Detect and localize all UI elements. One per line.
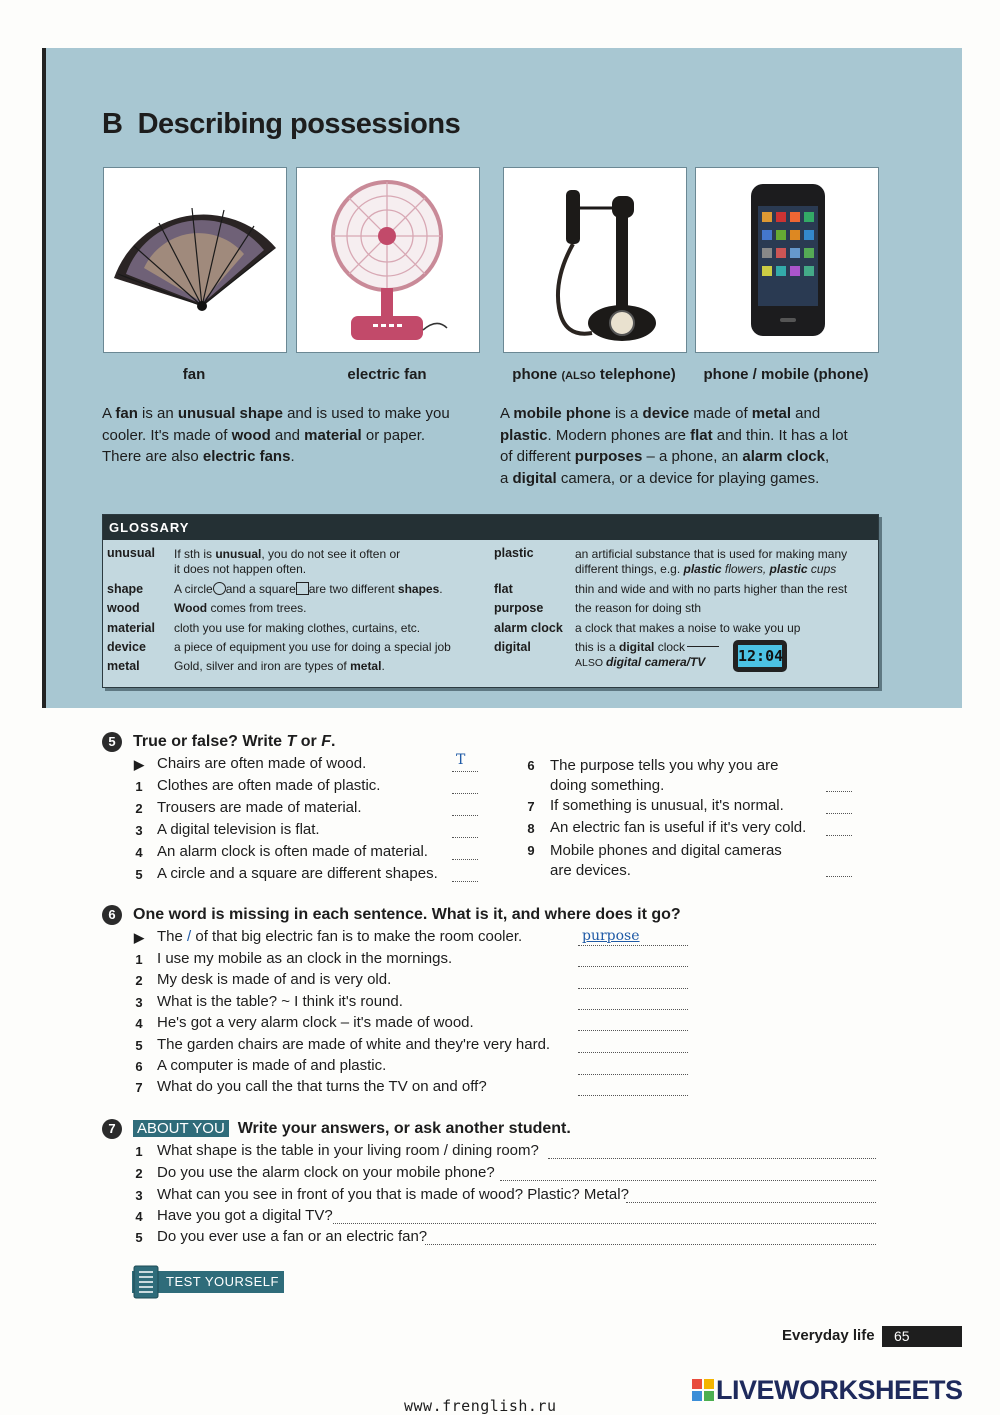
item-marker: 6 bbox=[135, 1059, 143, 1074]
item-marker: 2 bbox=[135, 801, 143, 816]
glossary-term: plastic bbox=[494, 546, 534, 560]
ex5-item: An electric fan is useful if it's very cold. bbox=[550, 819, 807, 836]
glossary-term: flat bbox=[494, 582, 513, 596]
electric-fan-icon bbox=[297, 168, 479, 352]
candlestick-phone-icon bbox=[504, 168, 686, 352]
answer-line[interactable] bbox=[826, 835, 852, 836]
liveworksheets-logo-icon bbox=[692, 1379, 714, 1401]
caption-fan: fan bbox=[182, 366, 206, 383]
circle-icon bbox=[213, 582, 226, 595]
glossary-definition: the reason for doing sth bbox=[575, 601, 702, 615]
paragraph-mobile: A mobile phone is a device made of metal and plastic. Modern phones are flat and thin. It has a lot of different purposes – a phone, an alarm clock, a digital camera, or a device for playing games. bbox=[500, 405, 848, 487]
glossary-term: unusual bbox=[107, 546, 155, 560]
item-marker: 4 bbox=[135, 845, 143, 860]
square-icon bbox=[296, 582, 309, 595]
item-marker: 5 bbox=[135, 1038, 143, 1053]
ex5-item: Chairs are often made of wood. bbox=[157, 755, 367, 772]
paragraph-fan: A fan is an unusual shape and is used to make you cooler. It's made of wood and material or paper. There are also electric fans. bbox=[102, 405, 450, 465]
ex6-item: My desk is made of and is very old. bbox=[157, 971, 392, 988]
answer-line[interactable] bbox=[452, 859, 478, 860]
item-marker: 5 bbox=[135, 1230, 143, 1245]
answer-line[interactable] bbox=[578, 945, 688, 946]
answer-line[interactable] bbox=[578, 1095, 688, 1096]
item-marker: 4 bbox=[135, 1209, 143, 1224]
glossary-definition: Wood comes from trees. bbox=[174, 601, 307, 615]
section-title: B Describing possessions bbox=[102, 108, 461, 140]
ex6-item: I use my mobile as an clock in the mornings. bbox=[157, 950, 453, 967]
exercise-7-title: ABOUT YOU Write your answers, or ask another student. bbox=[133, 1120, 571, 1138]
test-yourself-bar[interactable] bbox=[132, 1271, 284, 1293]
glossary-definition: If sth is unusual, you do not see it often or it does not happen often. bbox=[174, 547, 401, 576]
item-marker: 3 bbox=[135, 995, 143, 1010]
glossary-term: metal bbox=[107, 659, 140, 673]
ex5-item: A digital television is flat. bbox=[157, 821, 320, 838]
footer-section-label: Everyday life bbox=[782, 1327, 875, 1344]
caption-electric-fan: electric fan bbox=[347, 366, 427, 383]
fan-photo bbox=[103, 167, 287, 353]
ex6-item: The / of that big electric fan is to make the room cooler. bbox=[157, 928, 523, 945]
smartphone-icon bbox=[696, 168, 878, 352]
item-marker: 3 bbox=[135, 823, 143, 838]
answer-line[interactable] bbox=[452, 881, 478, 882]
ex6-item: The garden chairs are made of white and they're very hard. bbox=[157, 1036, 551, 1053]
item-marker: 3 bbox=[135, 1188, 143, 1203]
caption-telephone: phone (ALSO telephone) bbox=[512, 366, 676, 383]
ex5-item: The purpose tells you why you are doing something. bbox=[550, 757, 779, 794]
ex7-question: What shape is the table in your living room / dining room? bbox=[157, 1142, 539, 1159]
glossary-term: digital bbox=[494, 640, 531, 654]
ex7-question: Do you use the alarm clock on your mobile phone? bbox=[157, 1164, 495, 1181]
glossary-definition: an artificial substance that is used for making many different things, e.g. plastic flowers, plastic cups bbox=[575, 547, 848, 576]
glossary-term: alarm clock bbox=[494, 621, 563, 635]
item-marker: 7 bbox=[527, 799, 535, 814]
item-marker: 9 bbox=[527, 843, 535, 858]
margin-rule bbox=[42, 48, 46, 708]
answer-line[interactable] bbox=[578, 988, 688, 989]
answer-line[interactable] bbox=[578, 1074, 688, 1075]
answer-line[interactable] bbox=[578, 1030, 688, 1031]
exercise-6-title: One word is missing in each sentence. What is it, and where does it go? bbox=[133, 906, 681, 923]
digital-clock-icon bbox=[733, 640, 787, 672]
ex7-question: What can you see in front of you that is made of wood? Plastic? Metal? bbox=[157, 1186, 629, 1203]
item-marker: 2 bbox=[135, 1166, 143, 1181]
item-marker: ▶ bbox=[134, 930, 144, 945]
ex5-item: If something is unusual, it's normal. bbox=[550, 797, 784, 814]
answer-line[interactable] bbox=[578, 1052, 688, 1053]
exercise-number-6: 6 bbox=[102, 905, 122, 925]
clock-display: 12:04 bbox=[738, 647, 784, 665]
ex7-question: Have you got a digital TV? bbox=[157, 1207, 333, 1224]
glossary-term: device bbox=[107, 640, 146, 654]
answer-line[interactable] bbox=[826, 813, 852, 814]
glossary-definition: Gold, silver and iron are types of metal. bbox=[174, 659, 385, 673]
answer-line[interactable] bbox=[578, 966, 688, 967]
glossary-term: wood bbox=[107, 601, 140, 615]
glossary-definition: this is a digital clock ALSO digital camera/TV bbox=[575, 640, 719, 671]
ex6-item: What is the table? ~ I think it's round. bbox=[157, 993, 403, 1010]
exercise-5-title: True or false? Write T or F. bbox=[133, 733, 336, 750]
item-marker: 1 bbox=[135, 1144, 143, 1159]
answer-line[interactable] bbox=[826, 791, 852, 792]
exercise-number-5: 5 bbox=[102, 732, 122, 752]
item-marker: 1 bbox=[135, 952, 143, 967]
page-number: 65 bbox=[882, 1326, 962, 1347]
caption-mobile: phone / mobile (phone) bbox=[703, 366, 869, 383]
ex6-item: A computer is made of and plastic. bbox=[157, 1057, 387, 1074]
item-marker: 4 bbox=[135, 1016, 143, 1031]
answer-line[interactable] bbox=[452, 837, 478, 838]
glossary-definition: a clock that makes a noise to wake you up bbox=[575, 621, 801, 635]
ex6-item: What do you call the that turns the TV on and off? bbox=[157, 1078, 487, 1095]
glossary-definition: thin and wide and with no parts higher than the rest bbox=[575, 582, 848, 596]
test-yourself-label: TEST YOURSELF bbox=[166, 1274, 279, 1289]
folding-fan-icon bbox=[104, 168, 286, 352]
electric-fan-photo bbox=[296, 167, 480, 353]
exercise-number-7: 7 bbox=[102, 1119, 122, 1139]
telephone-photo bbox=[503, 167, 687, 353]
item-marker: ▶ bbox=[134, 757, 144, 772]
ex5-item: A circle and a square are different shapes. bbox=[157, 865, 438, 882]
glossary-term: shape bbox=[107, 582, 144, 596]
notebook-icon bbox=[132, 1264, 160, 1300]
item-marker: 2 bbox=[135, 973, 143, 988]
glossary-definition: a piece of equipment you use for doing a special job bbox=[174, 640, 451, 654]
item-marker: 1 bbox=[135, 779, 143, 794]
ex7-question: Do you ever use a fan or an electric fan? bbox=[157, 1228, 428, 1245]
answer-line[interactable] bbox=[452, 771, 478, 772]
item-marker: 7 bbox=[135, 1080, 143, 1095]
item-marker: 8 bbox=[527, 821, 535, 836]
answer-line[interactable] bbox=[452, 815, 478, 816]
ex6-item: He's got a very alarm clock – it's made of wood. bbox=[157, 1014, 474, 1031]
ex5-item: An alarm clock is often made of material. bbox=[157, 843, 428, 860]
item-marker: 6 bbox=[527, 758, 535, 773]
answer-line[interactable] bbox=[826, 876, 852, 877]
glossary-term: purpose bbox=[494, 601, 544, 615]
glossary-heading: GLOSSARY bbox=[103, 515, 878, 540]
ex5-item: Mobile phones and digital cameras are devices. bbox=[550, 842, 782, 879]
ex5-item: Trousers are made of material. bbox=[157, 799, 362, 816]
about-you-tag: ABOUT YOU bbox=[133, 1120, 229, 1137]
answer-line[interactable] bbox=[626, 1202, 876, 1203]
answer-line[interactable] bbox=[333, 1223, 876, 1224]
pointer-line bbox=[687, 646, 719, 647]
answer-line[interactable] bbox=[500, 1180, 876, 1181]
source-url: www.frenglish.ru bbox=[404, 1397, 557, 1415]
answer-line[interactable] bbox=[452, 793, 478, 794]
ex5-item: Clothes are often made of plastic. bbox=[157, 777, 381, 794]
glossary-term: material bbox=[107, 621, 155, 635]
answer-line[interactable] bbox=[425, 1244, 876, 1245]
glossary-definition: A circle and a square are two different shapes. bbox=[174, 582, 443, 596]
answer-line[interactable] bbox=[578, 1009, 688, 1010]
brand-wordmark: LIVEWORKSHEETS bbox=[716, 1375, 963, 1405]
answer-line[interactable] bbox=[548, 1158, 876, 1159]
mobile-phone-photo bbox=[695, 167, 879, 353]
ex6-answer-example: purpose bbox=[582, 928, 640, 944]
glossary-definition: cloth you use for making clothes, curtains, etc. bbox=[174, 621, 421, 635]
item-marker: 5 bbox=[135, 867, 143, 882]
ex5-answer-example: T bbox=[456, 752, 466, 768]
